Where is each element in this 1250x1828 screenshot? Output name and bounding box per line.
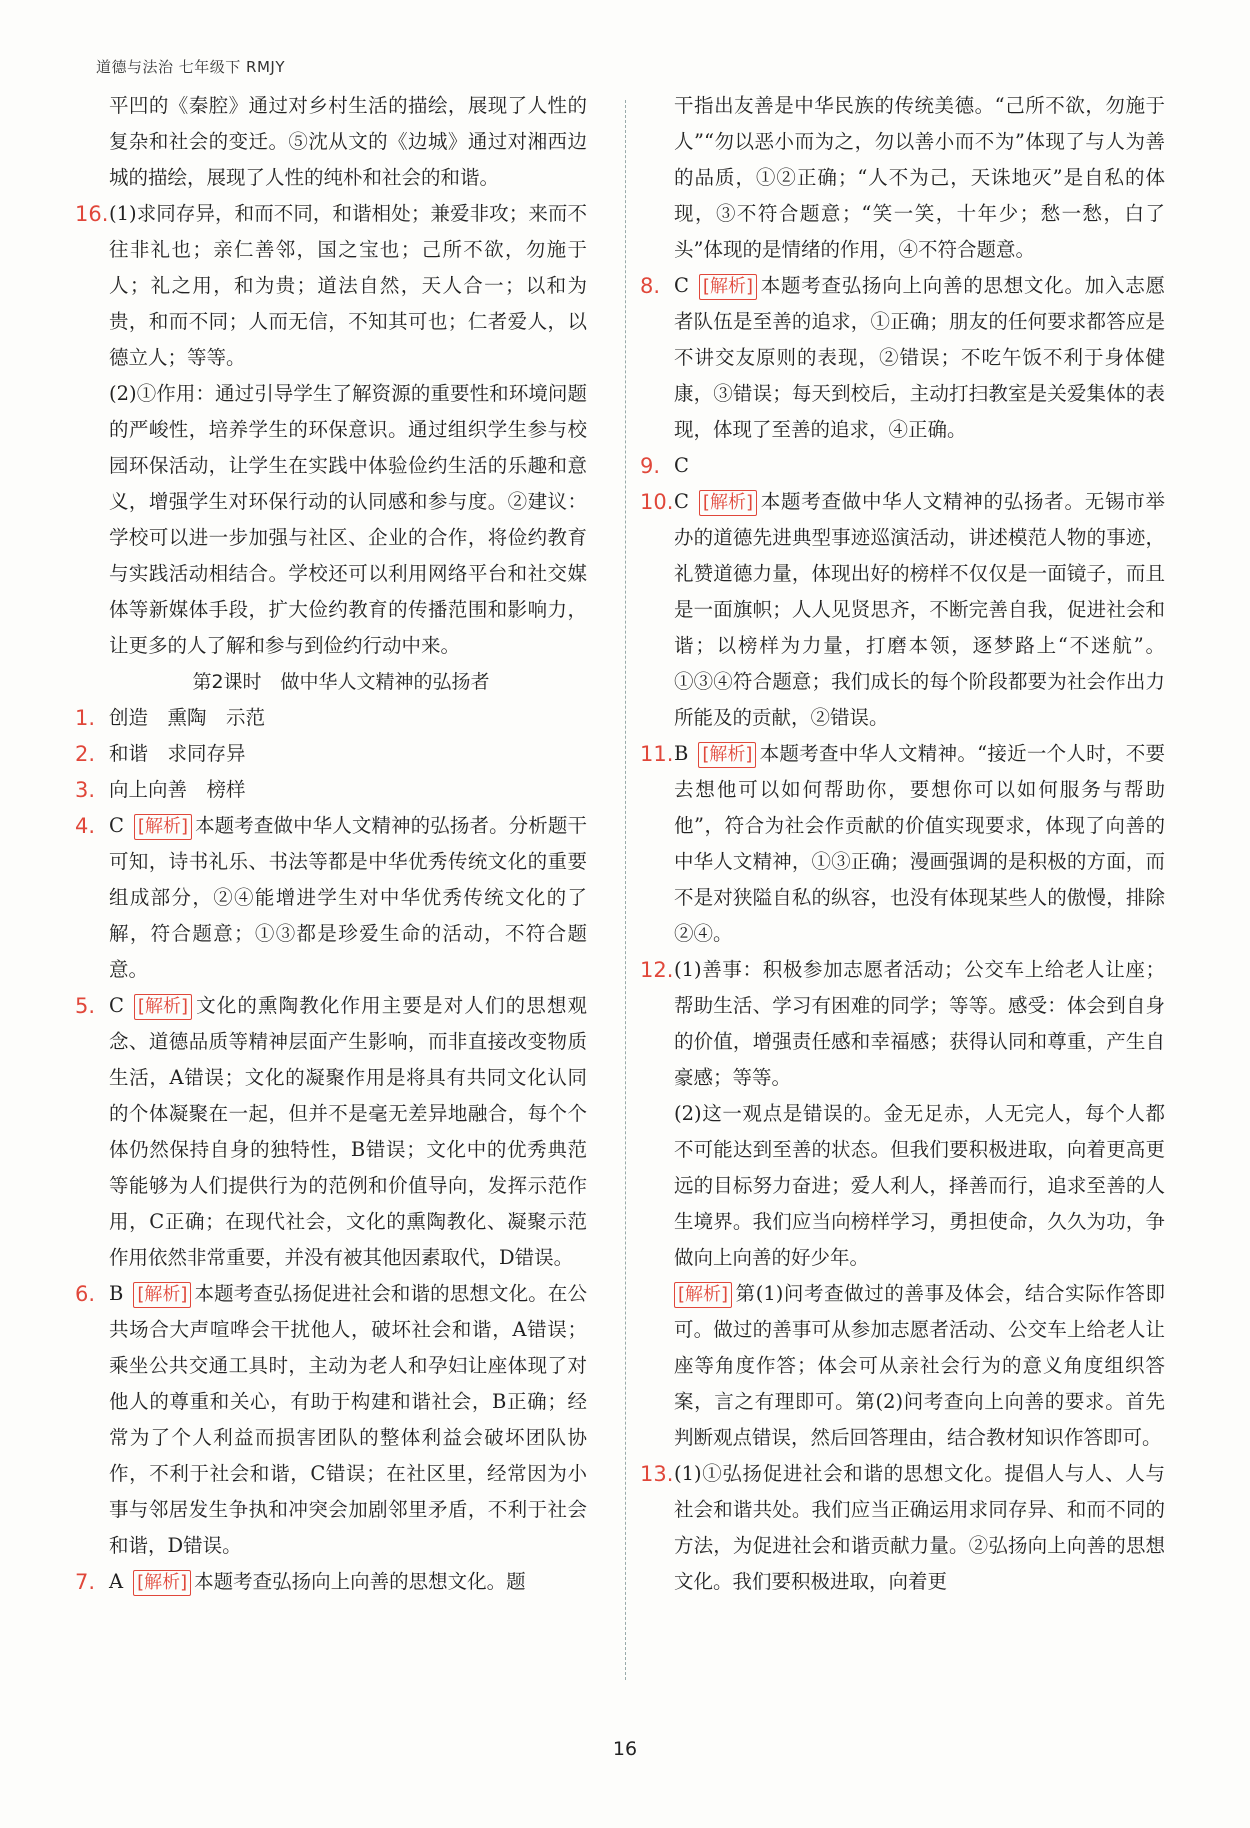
question-13: [640, 1456, 1165, 1600]
question-number: 3.: [75, 778, 96, 802]
answer-text: 和谐 求同存异: [109, 742, 246, 765]
answer-choice: C: [109, 994, 124, 1017]
analysis-tag: [解析]: [674, 1282, 732, 1308]
question-number: 10.: [640, 490, 674, 514]
question-number: 1.: [75, 706, 96, 730]
analysis-tag: [解析]: [699, 490, 757, 516]
question-3: [75, 772, 587, 808]
question-number: 7.: [75, 1570, 96, 1594]
question-11: [640, 736, 1165, 952]
question-number: 5.: [75, 994, 96, 1018]
analysis-text: 本题考查做中华人文精神的弘扬者。无锡市举办的道德先进典型事迹巡演活动，讲述模范人物的事迹，礼赞道德力量，体现出好的榜样不仅仅是一面镜子，而且是一面旗帜；人人见贤思齐，不断完善自我，促进社会和谐；以榜样为力量，打磨本领，逐梦路上“不迷航”。①③④符合题意；我们成长的每个阶段都要为社会作出力所能及的贡献，②错误。: [674, 490, 1165, 729]
question-7: [75, 1564, 587, 1600]
answer-part-2: (2)这一观点是错误的。金无足赤，人无完人，每个人都不可能达到至善的状态。但我们要积极进取，向着更高更远的目标努力奋进；爱人利人，择善而行，追求至善的人生境界。我们应当向榜样学习，勇担使命，久久为功，争做向上向善的好少年。: [674, 1102, 1165, 1269]
section-title: 第2课时 做中华人文精神的弘扬者: [192, 671, 490, 693]
answer-choice: C: [674, 490, 689, 513]
question-number: 16.: [75, 202, 109, 226]
page-number: 16: [612, 1738, 638, 1760]
question-number: 12.: [640, 958, 674, 982]
question-number: 4.: [75, 814, 96, 838]
answer-text: 向上向善 榜样: [109, 778, 246, 801]
analysis-text: 第(1)问考查做过的善事及体会，结合实际作答即可。做过的善事可从参加志愿者活动、公交车上给老人让座等角度作答；体会可从亲社会行为的意义角度组织答案，言之有理即可。第(2)问考查向上向善的要求。首先判断观点错误，然后回答理由，结合教材知识作答即可。: [674, 1282, 1165, 1449]
question-9: [640, 448, 1165, 484]
analysis-text: 本题考查做中华人文精神的弘扬者。分析题干可知，诗书礼乐、书法等都是中华优秀传统文化的重要组成部分，②④能增进学生对中华优秀传统文化的了解，符合题意；①③都是珍爱生命的活动，不符合题意。: [109, 814, 587, 981]
answer-part-1: (1)求同存异，和而不同，和谐相处；兼爱非攻；来而不往非礼也；亲仁善邻，国之宝也；己所不欲，勿施于人；礼之用，和为贵；道法自然，天人合一；以和为贵，和而不同；人而无信，不知其可也；仁者爱人，以德立人；等等。: [109, 202, 587, 369]
question-2: [75, 736, 587, 772]
left-column: [75, 88, 587, 1600]
analysis-text: 本题考查弘扬向上向善的思想文化。加入志愿者队伍是至善的追求，①正确；朋友的任何要求都答应是不讲交友原则的表现，②错误；不吃午饭不利于身体健康，③错误；每天到校后，主动打扫教室是关爱集体的表现，体现了至善的追求，④正确。: [674, 274, 1165, 441]
analysis-tag: [解析]: [133, 1282, 191, 1308]
question-1: [75, 700, 587, 736]
analysis-tag: [解析]: [134, 994, 192, 1020]
continuation-text: 干指出友善是中华民族的传统美德。“己所不欲，勿施于人”“勿以恶小而为之，勿以善小而不为”体现了与人为善的品质，①②正确；“人不为己，天诛地灭”是自私的体现，③不符合题意；“笑一笑，十年少；愁一愁，白了头”体现的是情绪的作用，④不符合题意。: [674, 94, 1165, 261]
column-divider: [625, 100, 626, 1680]
question-number: 9.: [640, 454, 661, 478]
analysis-tag: [解析]: [698, 742, 756, 768]
question-4: [75, 808, 587, 988]
question-number: 2.: [75, 742, 96, 766]
answer-choice: C: [674, 454, 689, 477]
answer-choice: C: [109, 814, 124, 837]
answer-choice: A: [109, 1570, 124, 1593]
analysis-tag: [解析]: [133, 1570, 191, 1596]
continuation-text: 平凹的《秦腔》通过对乡村生活的描绘，展现了人性的复杂和社会的变迁。⑤沈从文的《边城》通过对湘西边城的描绘，展现了人性的纯朴和社会的和谐。: [109, 94, 587, 189]
page-header: 道德与法治 七年级下 RMJY: [96, 58, 285, 76]
analysis-text: 文化的熏陶教化作用主要是对人们的思想观念、道德品质等精神层面产生影响，而非直接改变物质生活，A错误；文化的凝聚作用是将具有共同文化认同的个体凝聚在一起，但并不是毫无差异地融合，每个个体仍然保持自身的独特性，B错误；文化中的优秀典范等能够为人们提供行为的范例和价值导向，发挥示范作用，C正确；在现代社会，文化的熏陶教化、凝聚示范作用依然非常重要，并没有被其他因素取代，D错误。: [109, 994, 587, 1269]
question-10: [640, 484, 1165, 736]
question-number: 6.: [75, 1282, 96, 1306]
answer-choice: B: [674, 742, 689, 765]
analysis-text: 本题考查弘扬促进社会和谐的思想文化。在公共场合大声喧哗会干扰他人，破坏社会和谐，A错误；乘坐公共交通工具时，主动为老人和孕妇让座体现了对他人的尊重和关心，有助于构建和谐社会，B正确；经常为了个人利益而损害团队的整体利益会破坏团队协作，不利于社会和谐，C错误；在社区里，经常因为小事与邻居发生争执和冲突会加剧邻里矛盾，不利于社会和谐，D错误。: [109, 1282, 587, 1557]
question-number: 8.: [640, 274, 661, 298]
answer-part-2: (2)①作用：通过引导学生了解资源的重要性和环境问题的严峻性，培养学生的环保意识。通过组织学生参与校园环保活动，让学生在实践中体验俭约生活的乐趣和意义，增强学生对环保行动的认同感和参与度。②建议：学校可以进一步加强与社区、企业的合作，将俭约教育与实践活动相结合。学校还可以利用网络平台和社交媒体等新媒体手段，扩大俭约教育的传播范围和影响力，让更多的人了解和参与到俭约行动中来。: [109, 382, 587, 657]
question-12: [640, 952, 1165, 1096]
question-6: [75, 1276, 587, 1564]
answer-choice: B: [109, 1282, 124, 1305]
right-column: [640, 88, 1165, 1600]
answer-text: (1)①弘扬促进社会和谐的思想文化。提倡人与人、人与社会和谐共处。我们应当正确运用求同存异、和而不同的方法，为促进社会和谐贡献力量。②弘扬向上向善的思想文化。我们要积极进取，向着更: [674, 1462, 1165, 1593]
analysis-text: 本题考查中华人文精神。“接近一个人时，不要去想他可以如何帮助你，要想你可以如何服务与帮助他”，符合为社会作贡献的价值实现要求，体现了向善的中华人文精神，①③正确；漫画强调的是积极的方面，而不是对狭隘自私的纵容，也没有体现某些人的傲慢，排除②④。: [674, 742, 1165, 945]
question-8: [640, 268, 1165, 448]
analysis-text: 本题考查弘扬向上向善的思想文化。题: [194, 1570, 526, 1593]
answer-analysis: [640, 1276, 1165, 1456]
answer-part-1: (1)善事：积极参加志愿者活动；公交车上给老人让座；帮助生活、学习有困难的同学；等等。感受：体会到自身的价值，增强责任感和幸福感；获得认同和尊重，产生自豪感；等等。: [674, 958, 1165, 1089]
analysis-tag: [解析]: [699, 274, 757, 300]
question-16: [75, 196, 587, 376]
answer-text: 创造 熏陶 示范: [109, 706, 266, 729]
analysis-tag: [解析]: [134, 814, 192, 840]
answer-choice: C: [674, 274, 689, 297]
question-5: [75, 988, 587, 1276]
question-number: 13.: [640, 1462, 674, 1486]
question-number: 11.: [640, 742, 674, 766]
